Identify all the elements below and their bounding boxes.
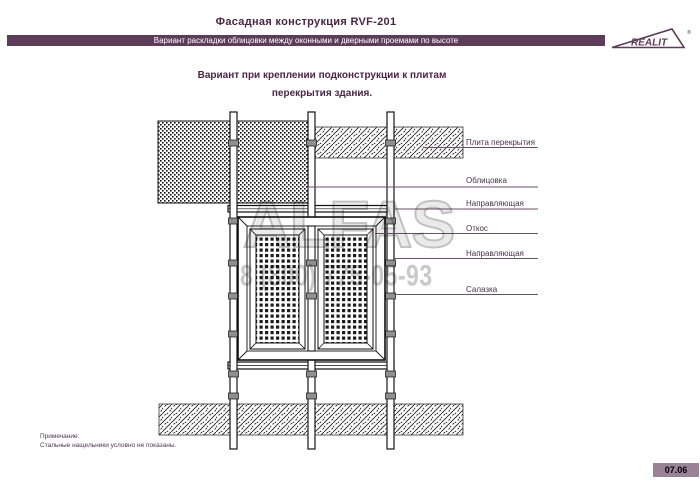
brand-wordmark: REALIT [631,37,668,49]
reveal-panel-left [250,229,305,349]
realit-logo-icon [610,26,700,52]
callout-label-guide-rail-1: Направляющая [466,199,524,208]
callout-label-slide: Салазка [466,285,498,294]
guide-rail-left [229,112,239,449]
callout-label-guide-rail-2: Направляющая [466,249,524,258]
reveal-panel-right [318,229,373,349]
footnote [40,433,176,451]
page-title: Фасадная конструкция RVF-201 [215,16,397,28]
page-code-badge: 07.06 [653,463,699,477]
callout-label-reveal: Откос [466,224,488,233]
callout-label-floor-slab: Плита перекрытия [466,138,535,147]
registered-mark: ® [687,30,692,36]
footnote-heading: Примечание: [40,433,80,440]
callout-label-cladding: Облицовка [466,176,507,185]
drawing-caption: Вариант при креплении подконструкции к плитам перекрытия здания. [197,70,447,99]
watermark-name: ALFAS [243,187,455,261]
guide-rail-right [386,112,396,449]
watermark-phone: 8 (800) 775-05-93 [240,258,433,292]
footnote-text: Стальные нащельники условно не показаны. [40,441,177,449]
window-frame [238,217,385,360]
header-subtitle-bar: Вариант раскладки облицовки между оконными и дверными проемами по высоте [7,35,605,46]
